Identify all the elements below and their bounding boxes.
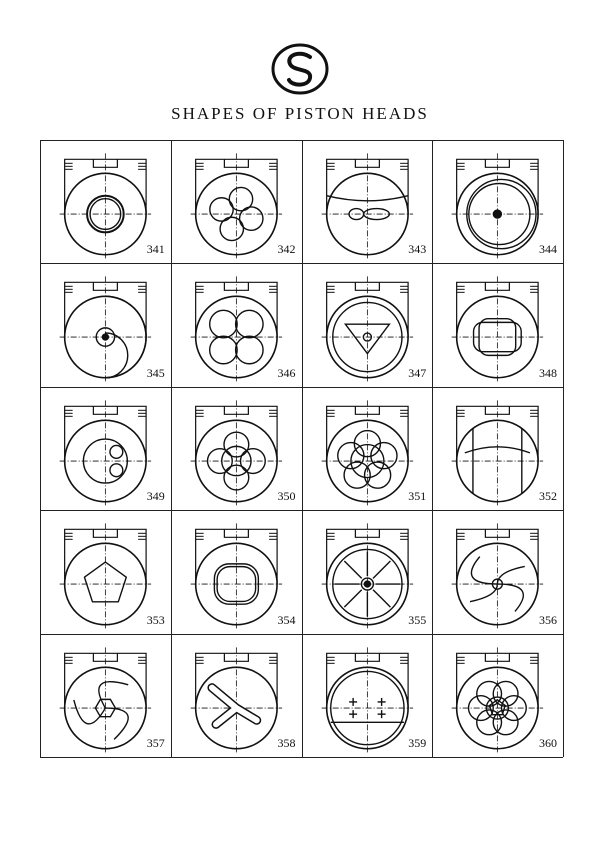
piston-number: 344 bbox=[539, 242, 557, 257]
piston-number: 355 bbox=[408, 612, 427, 627]
piston-cell bbox=[432, 140, 563, 263]
piston-cell bbox=[432, 263, 563, 386]
piston-cell bbox=[302, 263, 433, 386]
piston-number: 353 bbox=[146, 612, 165, 627]
piston-cell bbox=[40, 510, 171, 633]
piston-cell bbox=[302, 387, 433, 510]
piston-number: 350 bbox=[277, 489, 296, 504]
piston-cell bbox=[40, 263, 171, 386]
piston-cell bbox=[40, 387, 171, 510]
piston-number: 351 bbox=[408, 489, 427, 504]
piston-cell bbox=[302, 140, 433, 263]
crown-shape bbox=[212, 687, 257, 724]
piston-cell bbox=[171, 140, 302, 263]
piston-number: 348 bbox=[539, 365, 557, 380]
piston-number: 352 bbox=[539, 489, 557, 504]
piston-cell bbox=[171, 387, 302, 510]
piston-number: 358 bbox=[277, 735, 296, 750]
piston-cell bbox=[432, 510, 563, 633]
piston-number: 356 bbox=[539, 612, 557, 627]
grid-line-horizontal bbox=[40, 757, 563, 758]
piston-number: 345 bbox=[146, 365, 165, 380]
piston-number: 347 bbox=[408, 365, 427, 380]
piston-cell bbox=[171, 510, 302, 633]
piston-cell bbox=[302, 634, 433, 757]
piston-number: 359 bbox=[408, 735, 427, 750]
piston-number: 342 bbox=[277, 242, 296, 257]
piston-number: 343 bbox=[408, 242, 427, 257]
piston-number: 357 bbox=[146, 735, 165, 750]
piston-number: 341 bbox=[146, 242, 165, 257]
crown-shape bbox=[332, 550, 401, 619]
piston-number: 354 bbox=[277, 612, 296, 627]
piston-cell bbox=[40, 140, 171, 263]
piston-grid bbox=[40, 140, 563, 757]
piston-cell bbox=[40, 634, 171, 757]
piston-number: 349 bbox=[146, 489, 165, 504]
piston-cell bbox=[171, 634, 302, 757]
piston-cell bbox=[432, 387, 563, 510]
piston-number: 346 bbox=[277, 365, 296, 380]
grid-line-vertical bbox=[563, 140, 564, 757]
logo bbox=[270, 42, 330, 96]
page-title: SHAPES OF PISTON HEADS bbox=[171, 104, 429, 123]
piston-cell bbox=[432, 634, 563, 757]
piston-cell bbox=[302, 510, 433, 633]
piston-cell bbox=[171, 263, 302, 386]
crown-shape bbox=[74, 681, 128, 739]
piston-number: 360 bbox=[539, 735, 557, 750]
